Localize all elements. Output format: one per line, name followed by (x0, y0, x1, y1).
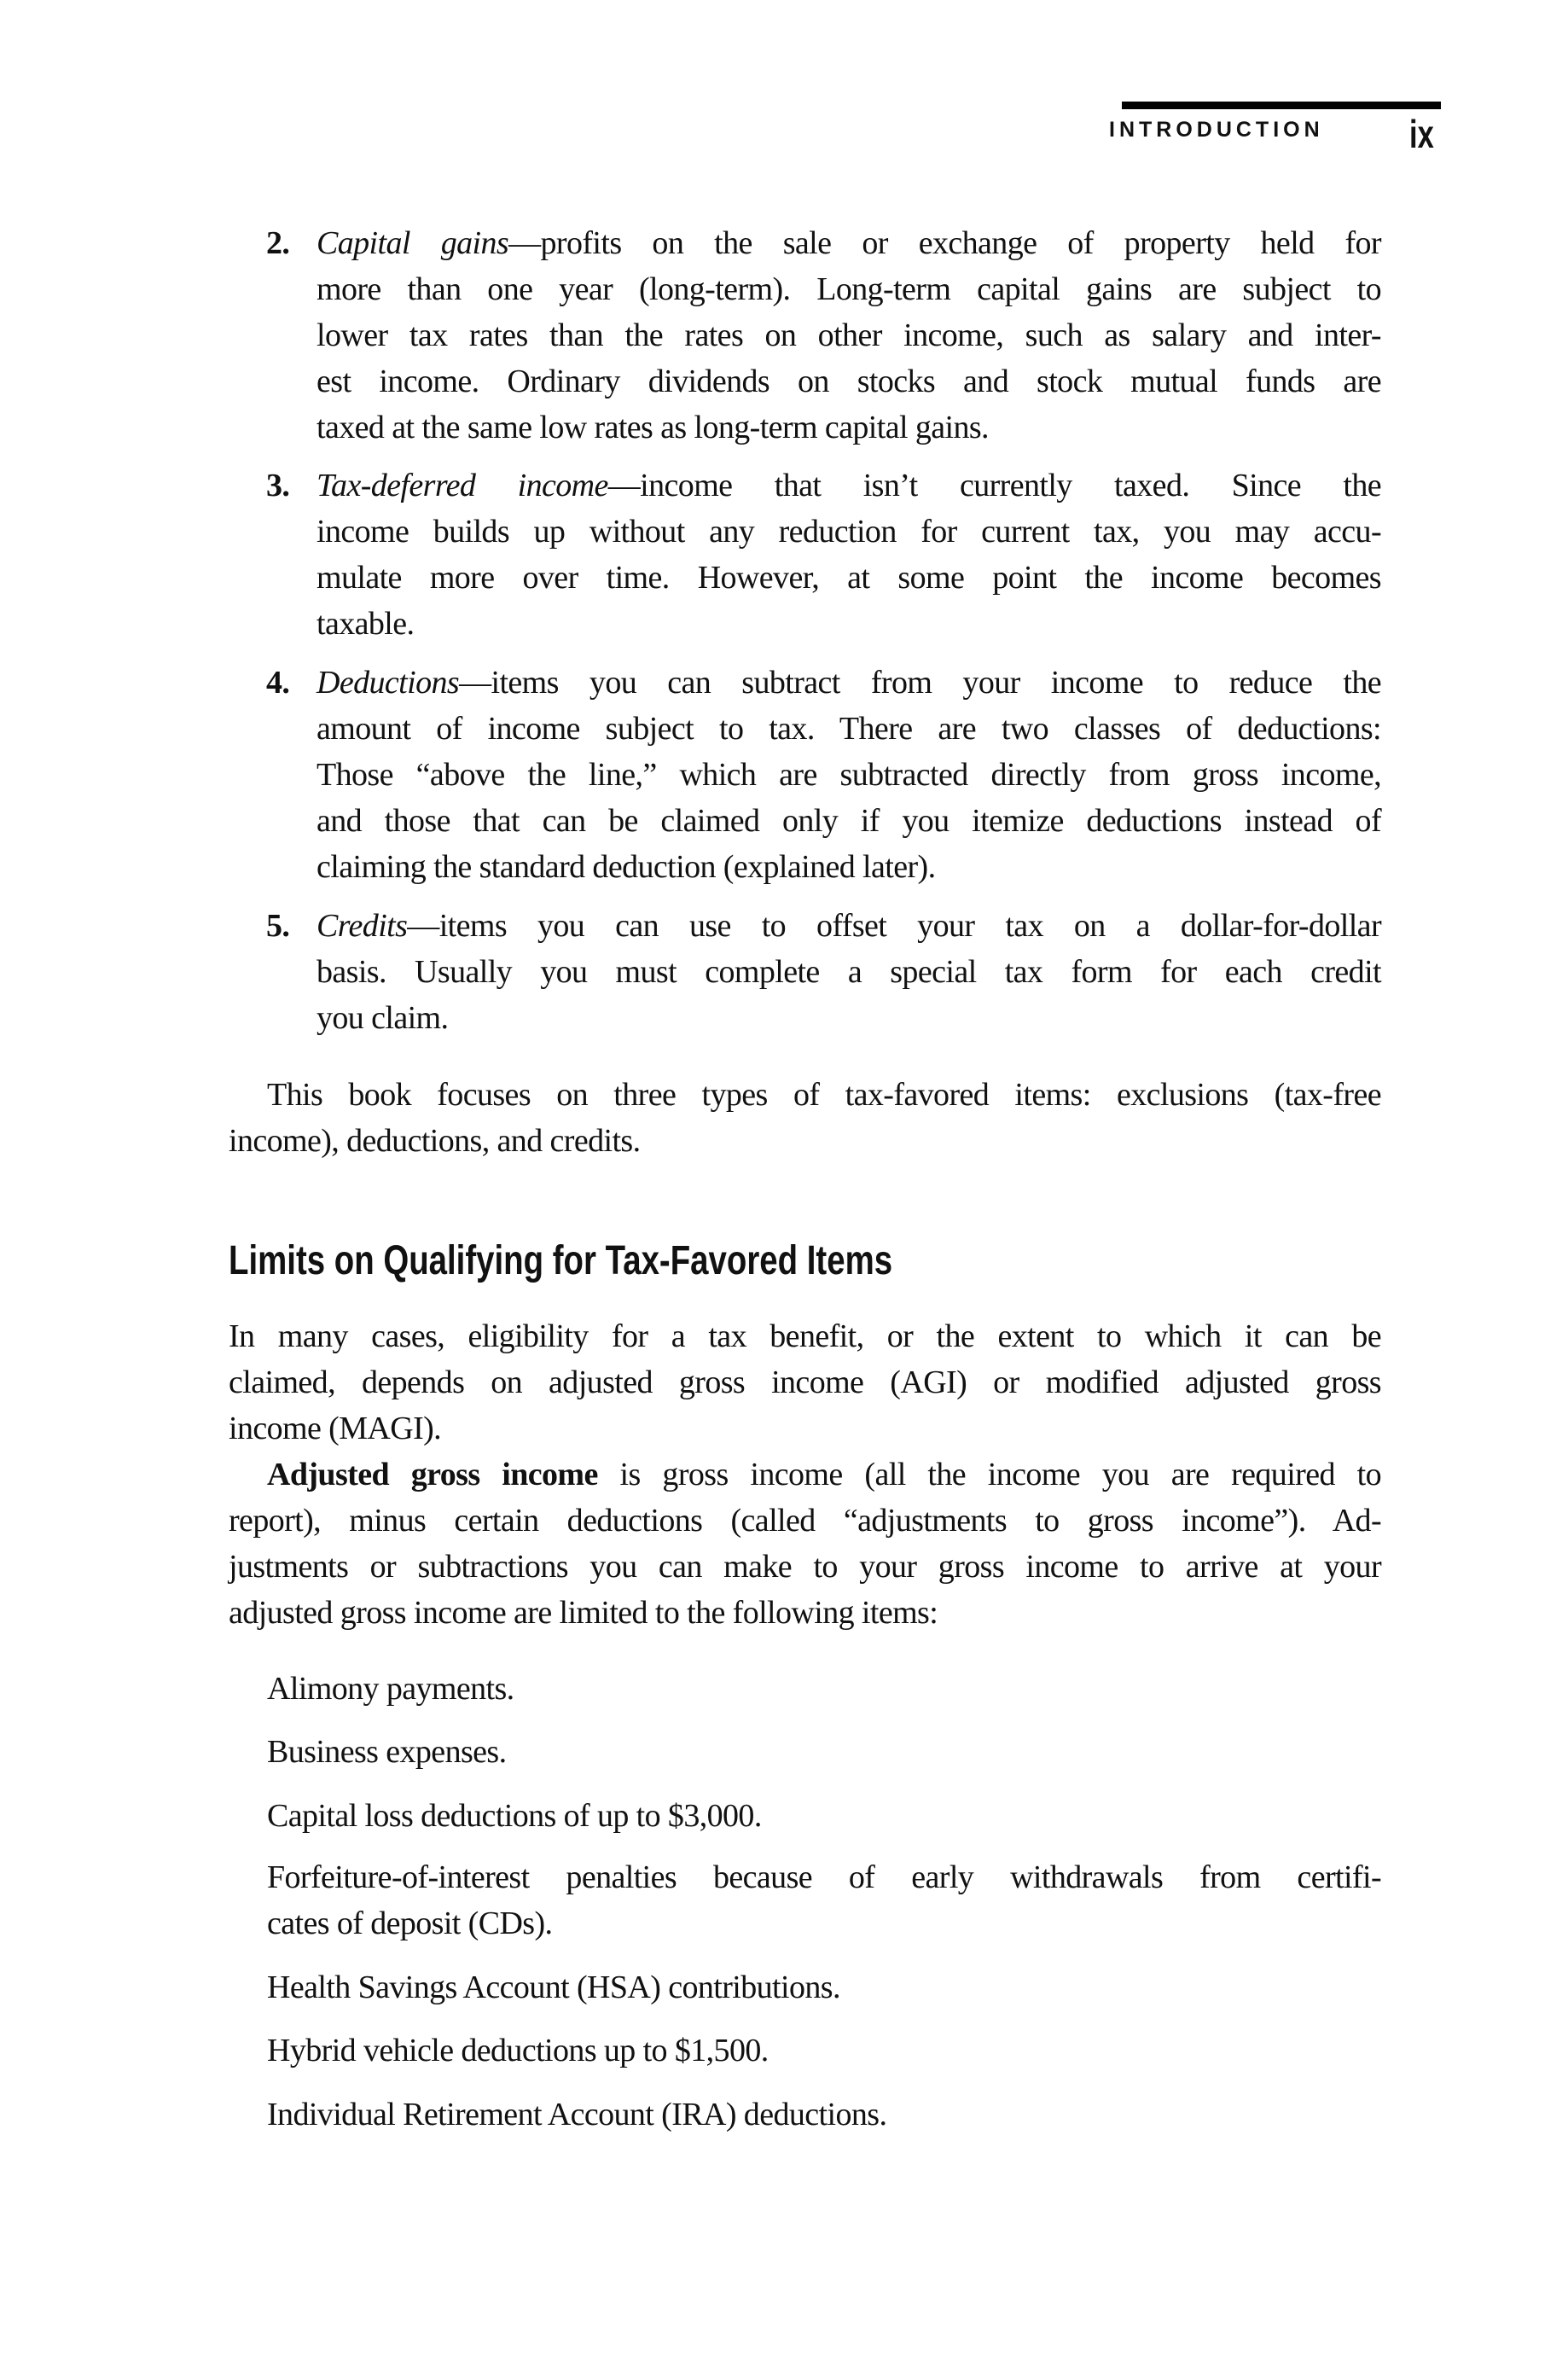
text-span: —items you can subtract from your income to reduce the (459, 665, 1381, 701)
list-item (266, 903, 1381, 1041)
text-line: income), deductions, and credits. (229, 1123, 641, 1159)
page-number: ix (1409, 112, 1434, 156)
text-line: Individual Retirement Account (IRA) deductions. (267, 2097, 887, 2132)
item-number: 4. (266, 665, 290, 701)
list-item (267, 1793, 1381, 1839)
text-line: Hybrid vehicle deductions up to $1,500. (267, 2033, 769, 2068)
summary-paragraph (229, 1072, 1381, 1164)
text-line: basis. Usually you must complete a special tax form for each credit (317, 954, 1381, 990)
header-rule (1122, 102, 1441, 109)
text-line: mulate more over time. However, at some point the income becomes (317, 560, 1381, 596)
text-line (317, 660, 1381, 706)
text-line: amount of income subject to tax. There are two classes of deductions: (317, 711, 1381, 747)
item-term: Deductions (317, 665, 460, 701)
text-line: Forfeiture-of-interest penalties because of early withdrawals from certifi- (267, 1859, 1381, 1895)
bold-term: Adjusted gross income (267, 1457, 598, 1492)
text-line: In many cases, eligibility for a tax benefit, or the extent to which it can be (229, 1318, 1381, 1354)
list-item (267, 1666, 1381, 1712)
running-head: INTRODUCTION (1109, 118, 1324, 142)
item-number: 3. (266, 468, 290, 503)
text-line: est income. Ordinary dividends on stocks and stock mutual funds are (317, 364, 1381, 399)
item-number: 5. (266, 908, 290, 944)
text-line: income builds up without any reduction for current tax, you may accu- (317, 514, 1381, 550)
text-line: This book focuses on three types of tax-favored items: exclusions (tax-free (267, 1077, 1381, 1113)
item-term: Capital gains (317, 225, 509, 261)
list-item (267, 2028, 1381, 2074)
text-span: —profits on the sale or exchange of property held for (508, 225, 1381, 261)
text-line: adjusted gross income are limited to the following items: (229, 1595, 938, 1631)
item-term: Tax-deferred income (317, 468, 608, 503)
text-line: claiming the standard deduction (explained later). (317, 849, 936, 885)
text-line: cates of deposit (CDs). (267, 1905, 553, 1941)
list-item (267, 1964, 1381, 2010)
text-line: lower tax rates than the rates on other income, such as salary and inter- (317, 317, 1381, 353)
text-line (229, 1452, 1381, 1498)
text-span: —items you can use to offset your tax on a dollar-for-dollar (407, 908, 1381, 944)
text-line (317, 903, 1381, 949)
text-line: and those that can be claimed only if you itemize deductions instead of (317, 803, 1381, 839)
text-line: report), minus certain deductions (called “adjustments to gross income”). Ad- (229, 1503, 1381, 1539)
item-term: Credits (317, 908, 408, 944)
list-item (267, 1854, 1381, 1946)
list-item (267, 2092, 1381, 2138)
text-line: justments or subtractions you can make to your gross income to arrive at your (229, 1549, 1381, 1585)
text-span: —income that isn’t currently taxed. Since the (607, 468, 1381, 503)
section-heading: Limits on Qualifying for Tax-Favored Items (229, 1238, 893, 1283)
text-line: taxable. (317, 606, 415, 642)
list-item (266, 660, 1381, 890)
list-item (266, 220, 1381, 451)
section-paragraph-1 (229, 1313, 1381, 1636)
text-line: you claim. (317, 1000, 449, 1036)
text-line: taxed at the same low rates as long-term capital gains. (317, 410, 989, 445)
text-line: income (MAGI). (229, 1411, 442, 1446)
text-line: Business expenses. (267, 1734, 507, 1770)
text-span: is gross income (all the income you are required to (597, 1457, 1381, 1492)
text-line (317, 220, 1381, 266)
text-line: claimed, depends on adjusted gross income (AGI) or modified adjusted gross (229, 1364, 1381, 1400)
item-number: 2. (266, 225, 290, 261)
text-line: more than one year (long-term). Long-term capital gains are subject to (317, 271, 1381, 307)
text-line: Health Savings Account (HSA) contributions. (267, 1969, 840, 2005)
list-item (267, 1729, 1381, 1775)
text-line: Alimony payments. (267, 1671, 514, 1707)
list-item (266, 463, 1381, 647)
text-line: Those “above the line,” which are subtracted directly from gross income, (317, 757, 1381, 793)
text-line: Capital loss deductions of up to $3,000. (267, 1798, 762, 1834)
text-line (317, 463, 1381, 509)
